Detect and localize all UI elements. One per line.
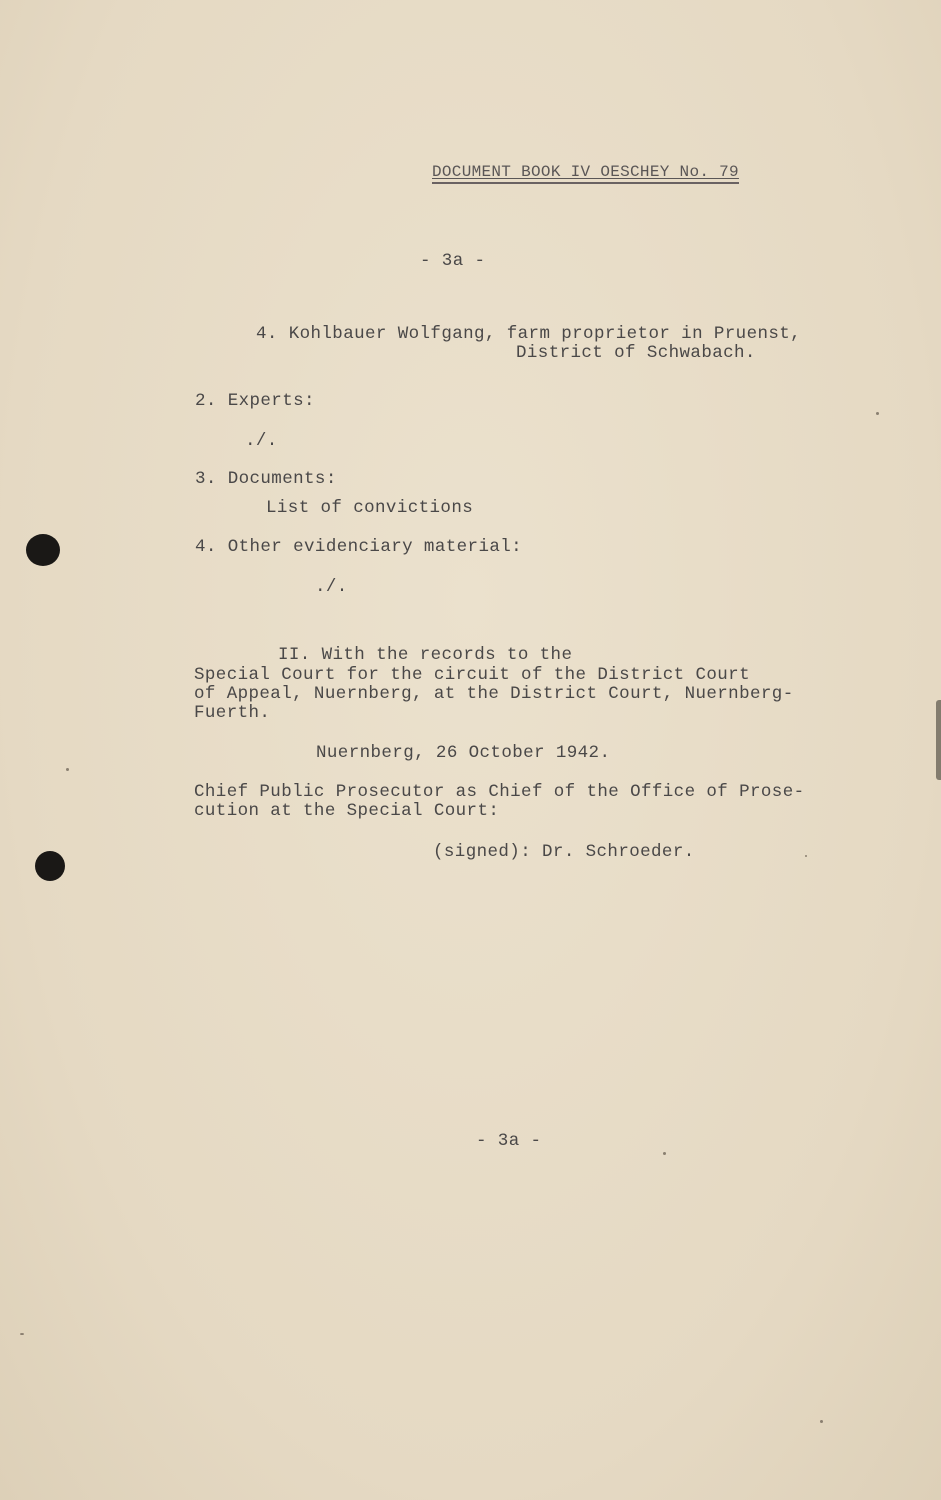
page-marker-top: - 3a -	[420, 251, 486, 271]
other-evidence-label: 4. Other evidenciary material:	[195, 537, 523, 557]
records-line-2: Special Court for the circuit of the District Court	[194, 665, 750, 685]
other-evidence-value: ./.	[315, 577, 348, 597]
experts-label: 2. Experts:	[195, 391, 315, 411]
documents-value: List of convictions	[266, 498, 474, 518]
paper-speck	[663, 1152, 666, 1155]
experts-value: ./.	[245, 431, 278, 451]
punch-hole-bottom	[35, 851, 65, 881]
place-date: Nuernberg, 26 October 1942.	[316, 743, 611, 763]
records-line-1: II. With the records to the	[278, 645, 573, 665]
paper-speck	[876, 412, 879, 415]
punch-hole-top	[26, 534, 60, 566]
signature: (signed): Dr. Schroeder.	[433, 842, 695, 862]
document-book-header: DOCUMENT BOOK IV OESCHEY No. 79	[432, 163, 739, 184]
witness-line-2: District of Schwabach.	[516, 343, 756, 363]
paper-speck	[20, 1333, 24, 1335]
records-line-3: of Appeal, Nuernberg, at the District Court, Nuernberg-	[194, 684, 794, 704]
documents-label: 3. Documents:	[195, 469, 337, 489]
records-line-4: Fuerth.	[194, 703, 271, 723]
page-edge-mark	[936, 700, 941, 780]
paper-speck	[805, 855, 807, 857]
page-marker-bottom: - 3a -	[476, 1131, 542, 1151]
paper-speck	[66, 768, 69, 771]
prosecutor-line-2: cution at the Special Court:	[194, 801, 500, 821]
paper-speck	[820, 1420, 823, 1423]
witness-line-1: 4. Kohlbauer Wolfgang, farm proprietor in Pruenst,	[256, 324, 802, 344]
prosecutor-line-1: Chief Public Prosecutor as Chief of the Office of Prose-	[194, 782, 805, 802]
